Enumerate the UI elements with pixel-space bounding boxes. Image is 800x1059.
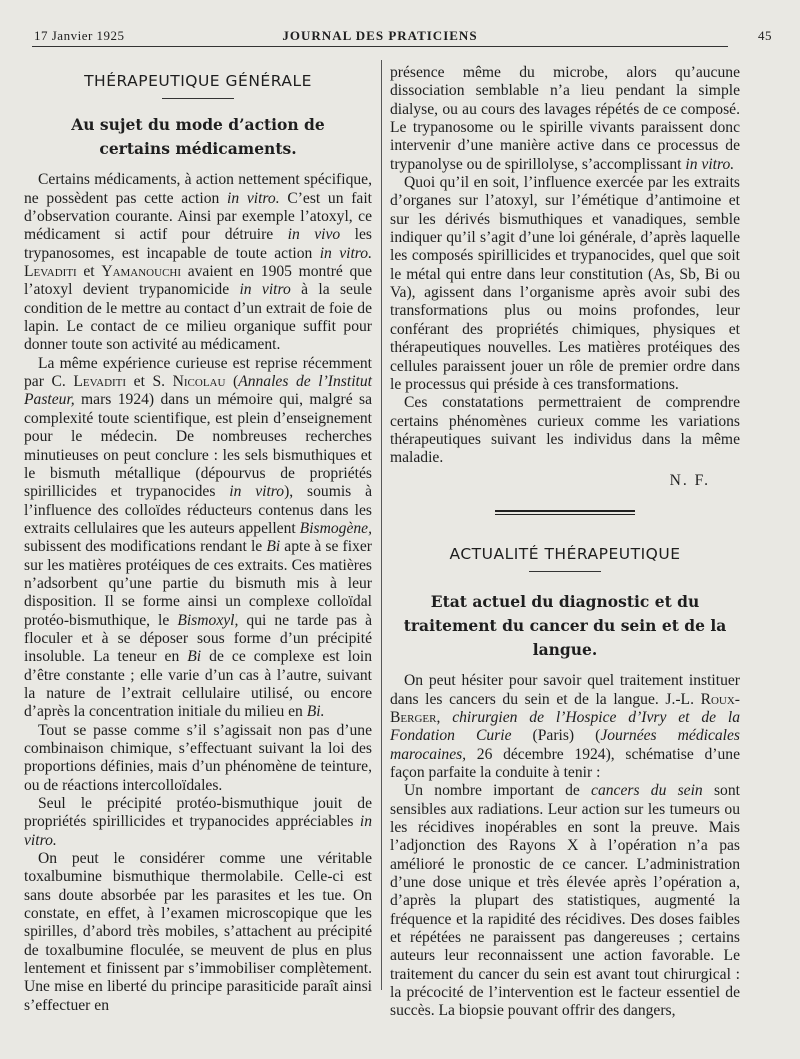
italic-text: Bi bbox=[266, 538, 281, 556]
paragraph: On peut le considérer comme une véritable toxalbumine bismuthique thermolabile. Celle-ci est sans doute absorbée par les parasites et les tue. On constate, en effet, à l’examen microscopique que les spirilles, d’abord très mobiles, s’attachent au précipité de toxalbumine floculée, se meuvent de plus en plus lentement et finissent par s’immobiliser complètement. Une mise en liberté du principe parasiticide paraît ainsi s’effectuer en bbox=[24, 850, 372, 1014]
section-title-therapeutique-generale: THÉRAPEUTIQUE GÉNÉRALE bbox=[84, 72, 312, 90]
paragraph: Ces constatations permettraient de comprendre certains phénomènes curieux comme les variations thérapeutiques suivant les individus dans la même maladie. bbox=[390, 394, 740, 467]
italic-text: in vitro bbox=[239, 281, 291, 299]
paragraph: Seul le précipité protéo-bismuthique jouit de propriétés spirillicides et trypanocides appréciables in vitro. bbox=[24, 795, 372, 849]
paragraph: présence même du microbe, alors qu’aucune dissociation semblable n’a lieu pendant la simple dialyse, ou au cours des lavages répétés de ce composé. Le trypanosome ou le spirille vivants paraissent donc intervenir d’une manière active dans ce processus de trypanolyse ou de spirillolyse, s’accomplissant in vitro. bbox=[390, 64, 740, 173]
author-name: Nicolau bbox=[172, 373, 226, 391]
italic-text: in vitro. bbox=[24, 813, 372, 849]
section-rule bbox=[529, 571, 601, 572]
article-title-cancer: Etat actuel du diagnostic et du traitement du cancer du sein et de la langue. bbox=[403, 592, 727, 660]
italic-text: in vivo bbox=[287, 226, 341, 244]
paragraph: La même expérience curieuse est reprise récemment par C. Levaditi et S. Nicolau (Annales de l’Institut Pasteur, mars 1924) dans un mémoire qui, malgré sa complexité toute scientifique, est plein d’enseignement pour le médecin. De nombreuses recherches minutieuses on peut conclure : les sels bismuthiques et le bismuth métallique (dépourvus de propriétés spirillicides et trypanocides in vitro), soumis à l’influence des colloïdes réducteurs contenus dans les extraits cellulaires que les auteurs appellent Bismogène, subissent des modifications rendant le Bi apte à se fixer sur les matières protéiques de ces extraits. Ces matières n’adsorbent qu’une partie du bismuth mis à leur disposition. Il se forme ainsi un complexe colloïdal protéo-bismuthique, le Bismoxyl, qui ne tarde pas à floculer et à se déposer sous forme d’un précipité insoluble. La teneur en Bi de ce complexe est loin d’être constante ; elle varie d’un cas à l’autre, suivant la nature de l’extrait cellulaire utilisé, ou encore d’après la concentration initiale du milieu en Bi. bbox=[24, 354, 372, 721]
author-name: Levaditi bbox=[24, 263, 77, 281]
issue-date: 17 Janvier 1925 bbox=[34, 28, 125, 43]
journal-title: JOURNAL DES PRATICIENS bbox=[282, 28, 478, 43]
author-name: Levaditi bbox=[73, 373, 127, 391]
italic-text: Bismoxyl, bbox=[177, 611, 239, 629]
italic-text: Bi. bbox=[306, 703, 325, 721]
italic-text: in vitro. bbox=[227, 189, 280, 207]
paragraph: Tout se passe comme s’il s’agissait non pas d’une combinaison chimique, s’effectuant suivant la loi des proportions définies, mais d’un phénomène de teinture, ou de réactions intercolloïdales. bbox=[24, 721, 372, 794]
author-name: Yamanouchi bbox=[101, 263, 182, 281]
italic-text: chirurgien de l’Hospice d’Ivry et de la Fondation Curie bbox=[390, 708, 740, 745]
italic-text: Journées médicales marocaines, bbox=[390, 727, 740, 763]
author-signature: N. F. bbox=[669, 471, 710, 489]
paragraph: Certains médicaments, à action nettement spécifique, ne possèdent pas cette action in vitro. C’est un fait d’observation courante. Ainsi par exemple l’atoxyl, ce médicament si actif pour détruire in vivo les trypanosomes, est incapable de toute action in vitro. Levaditi et Yamanouchi avaient en 1905 montré que l’atoxyl devient trypanomicide in vitro à la seule condition de le mettre au contact d’un extrait de foie de lapin. Le contact de ce milieu organique suffit pour donner toute son activité au médicament. bbox=[24, 171, 372, 354]
paragraph: Un nombre important de cancers du sein sont sensibles aux radiations. Leur action sur les tumeurs ou les récidives inopérables en sont la preuve. Mais l’adjonction des Rayons X à l’opération n’a pas amélioré le pronostic de ce cancer. L’administration d’une dose unique et très élevée après l’opération a, d’après la plupart des statistiques, augmenté la fréquence et la rapidité des récidives. Des doses faibles et répétées ne paraissent pas dangereuses ; certains auteurs leur reconnaissent une action favorable. Le traitement du cancer du sein est avant tout chirurgical : la précocité de l’intervention est le facteur essentiel de succès. La biopsie pouvant offrir des dangers, bbox=[390, 782, 740, 1020]
italic-text: in vitro. bbox=[319, 244, 372, 262]
italic-text: in vitro bbox=[229, 483, 285, 501]
paragraph: Quoi qu’il en soit, l’influence exercée par les extraits d’organes sur l’atoxyl, sur l’émétique d’antimoine et sur les dérivés bismuthiques et vanadiques, semble indiquer qu’il s’agit d’une loi générale, d’après laquelle les composés spirillicides et trypanocides, quel que soit le métal qui entre dans leur constitution (As, Sb, Bi ou Va), agissent dans l’organisme après avoir subi des transformations plus ou moins profondes, leur conférant des propriétés chimiques, physiques et thérapeutiques nouvelles. Les matières protéiques des cellules paraissent jouer un rôle de premier ordre dans le processus qui préside à ces transformations. bbox=[390, 174, 740, 393]
column-divider bbox=[381, 60, 382, 990]
article-title-mode-action: Au sujet du mode d’action de certains médicaments. bbox=[71, 115, 325, 159]
italic-text: in vitro. bbox=[685, 155, 735, 173]
italic-text: Bismogène, bbox=[299, 519, 372, 537]
section-rule bbox=[162, 98, 234, 99]
article-separator bbox=[495, 510, 635, 515]
article-body-left bbox=[24, 171, 372, 1015]
right-column bbox=[390, 64, 740, 1021]
italic-text: Annales de l’Institut Pasteur, bbox=[24, 373, 372, 409]
article-body-right bbox=[390, 672, 740, 1021]
italic-text: cancers du sein bbox=[591, 782, 703, 800]
section-title-actualite-therapeutique: ACTUALITÉ THÉRAPEUTIQUE bbox=[449, 544, 681, 563]
page-number: 45 bbox=[758, 28, 772, 43]
italic-text: Bi bbox=[187, 648, 202, 666]
paragraph: On peut hésiter pour savoir quel traitement instituer dans les cancers du sein et de la langue. J.-L. Roux-Berger, chirurgien de l’Hospice d’Ivry et de la Fondation Curie (Paris) (Journées médicales marocaines, 26 décembre 1924), schématise d’une façon parfaite la conduite à tenir : bbox=[390, 672, 740, 781]
author-name: Roux-Berger bbox=[390, 690, 740, 726]
article-continuation bbox=[390, 64, 740, 468]
page-header bbox=[32, 28, 772, 47]
left-column bbox=[24, 64, 372, 1015]
